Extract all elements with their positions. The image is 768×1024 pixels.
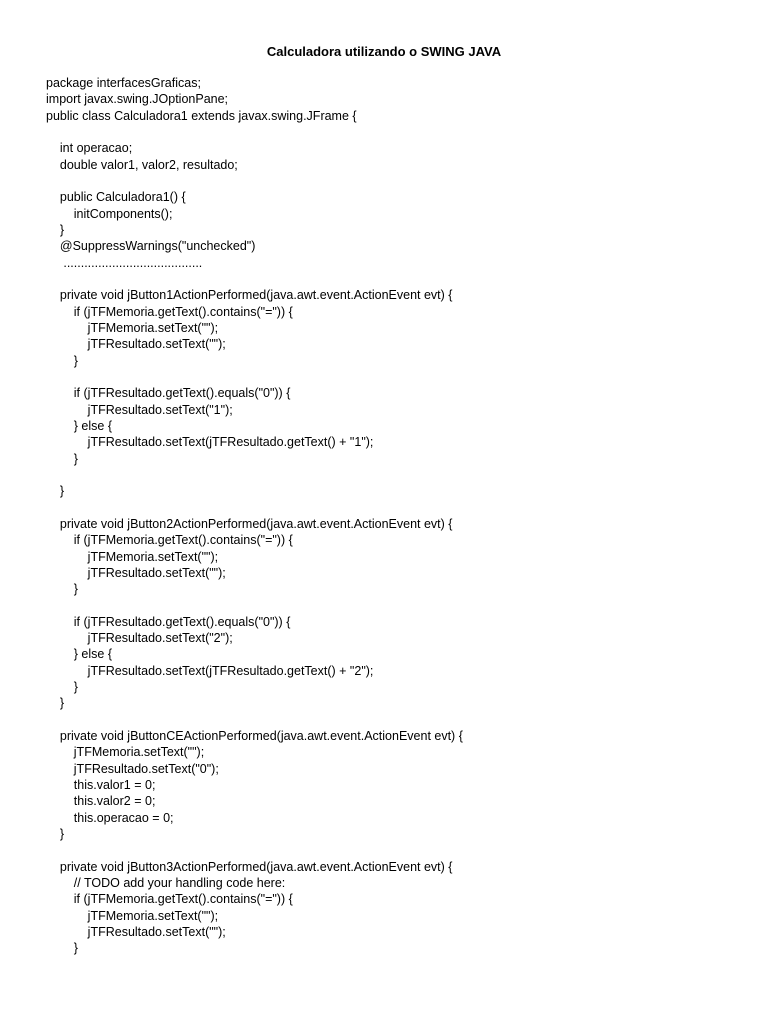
code-line: if (jTFMemoria.getText().contains("=")) { bbox=[46, 304, 293, 319]
code-line: jTFResultado.setText(""); bbox=[46, 925, 226, 940]
code-line: private void jButton2ActionPerformed(java.awt.event.ActionEvent evt) { bbox=[46, 516, 453, 531]
code-line bbox=[46, 271, 746, 287]
code-line: jTFMemoria.setText(""); bbox=[46, 908, 219, 923]
code-line: @SuppressWarnings("unchecked") bbox=[46, 239, 256, 254]
code-line: jTFMemoria.setText(""); bbox=[46, 549, 219, 564]
code-line: package interfacesGraficas; bbox=[46, 76, 201, 90]
code-line: this.operacao = 0; bbox=[46, 810, 174, 825]
code-line: double valor1, valor2, resultado; bbox=[46, 157, 238, 172]
code-line: jTFMemoria.setText(""); bbox=[46, 745, 205, 760]
code-listing bbox=[46, 75, 746, 975]
code-line: public class Calculadora1 extends javax.swing.JFrame { bbox=[46, 108, 357, 123]
code-line: } bbox=[46, 696, 65, 711]
code-line: private void jButton1ActionPerformed(java.awt.event.ActionEvent evt) { bbox=[46, 288, 453, 303]
code-line bbox=[46, 712, 746, 728]
code-line: jTFMemoria.setText(""); bbox=[46, 320, 219, 335]
code-line bbox=[46, 500, 746, 516]
code-line: jTFResultado.setText("1"); bbox=[46, 402, 233, 417]
code-line: public Calculadora1() { bbox=[46, 190, 186, 205]
code-line: if (jTFResultado.getText().equals("0")) { bbox=[46, 386, 291, 401]
code-line: if (jTFResultado.getText().equals("0")) { bbox=[46, 614, 291, 629]
code-line: jTFResultado.setText(jTFResultado.getText() + "1"); bbox=[46, 435, 374, 450]
code-line bbox=[46, 842, 746, 858]
code-line: } bbox=[46, 451, 78, 466]
document-title: Calculadora utilizando o SWING JAVA bbox=[266, 44, 502, 59]
code-line: private void jButtonCEActionPerformed(java.awt.event.ActionEvent evt) { bbox=[46, 729, 463, 744]
code-line: jTFResultado.setText(""); bbox=[46, 337, 226, 352]
code-line: } bbox=[46, 484, 65, 499]
code-line bbox=[46, 124, 746, 140]
code-line: } else { bbox=[46, 418, 113, 433]
code-line: this.valor1 = 0; bbox=[46, 778, 156, 793]
code-line bbox=[46, 598, 746, 614]
code-line: } else { bbox=[46, 647, 113, 662]
code-line bbox=[46, 173, 746, 189]
code-line: // TODO add your handling code here: bbox=[46, 876, 286, 891]
code-line: private void jButton3ActionPerformed(java.awt.event.ActionEvent evt) { bbox=[46, 859, 453, 874]
code-line bbox=[46, 369, 746, 385]
code-line: if (jTFMemoria.getText().contains("=")) { bbox=[46, 533, 293, 548]
code-line: } bbox=[46, 680, 78, 695]
code-line: } bbox=[46, 582, 78, 597]
code-line: import javax.swing.JOptionPane; bbox=[46, 92, 229, 107]
code-line: } bbox=[46, 222, 65, 237]
code-line: jTFResultado.setText(""); bbox=[46, 565, 226, 580]
code-line: this.valor2 = 0; bbox=[46, 794, 156, 809]
code-line: int operacao; bbox=[46, 141, 133, 156]
code-line: } bbox=[46, 827, 65, 842]
code-line: } bbox=[46, 353, 78, 368]
code-line: ........................................ bbox=[46, 255, 203, 270]
code-line: initComponents(); bbox=[46, 206, 173, 221]
code-line: jTFResultado.setText("2"); bbox=[46, 631, 233, 646]
code-line: jTFResultado.setText("0"); bbox=[46, 761, 219, 776]
code-line: jTFResultado.setText(jTFResultado.getText() + "2"); bbox=[46, 663, 374, 678]
code-line bbox=[46, 467, 746, 483]
code-line: } bbox=[46, 941, 78, 956]
code-line: if (jTFMemoria.getText().contains("=")) { bbox=[46, 892, 293, 907]
